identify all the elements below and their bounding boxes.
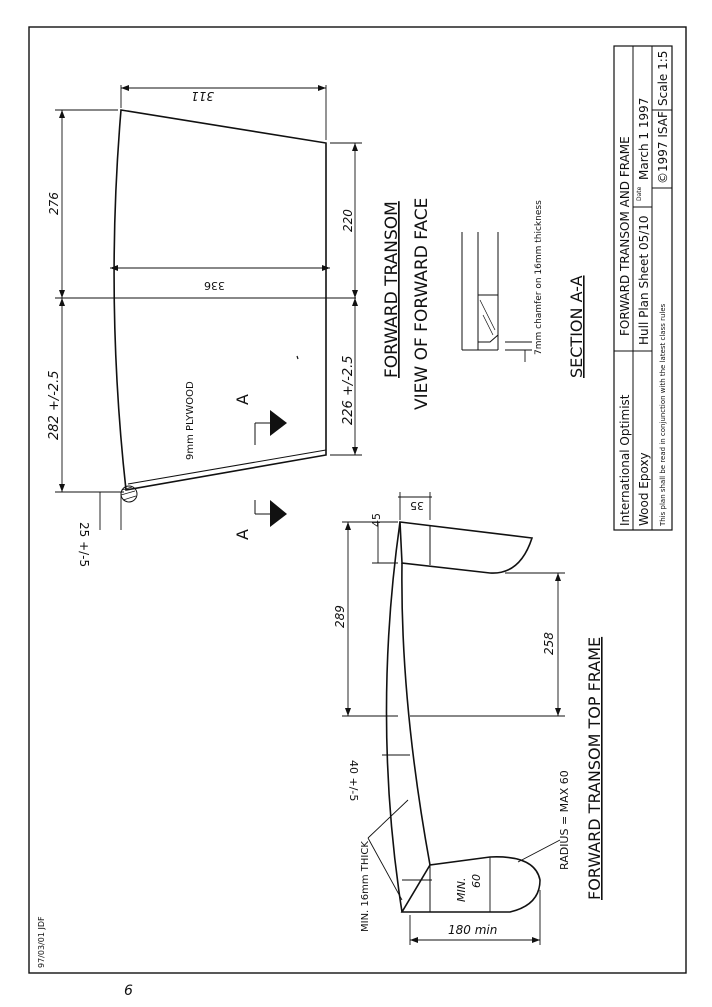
title-construction: Wood Epoxy — [637, 452, 651, 526]
transom-title: FORWARD TRANSOM — [382, 201, 402, 378]
section-aa-view — [462, 200, 586, 378]
title-footnote: This plan shall be read in conjunction with the latest class rules — [659, 303, 667, 526]
title-class-name: International Optimist — [618, 394, 632, 526]
section-marker-upper — [233, 394, 287, 445]
frame-dim-base: 180 min — [448, 923, 498, 937]
section-label-a-upper: A — [233, 394, 252, 405]
title-date-label: Date — [636, 186, 643, 201]
title-plan-title: FORWARD TRANSOM AND FRAME — [618, 136, 632, 336]
title-scale: Scale 1:5 — [656, 50, 670, 106]
title-sheet: Hull Plan Sheet 05/10 — [637, 215, 651, 345]
frame-outer-curve — [386, 522, 402, 912]
title-date: March 1 1997 — [637, 97, 651, 180]
transom-panel-outline — [114, 110, 326, 490]
title-copyright: ©1997 ISAF — [656, 111, 670, 184]
transom-view — [47, 85, 432, 567]
frame-dim-top-depth: 45 — [370, 513, 383, 527]
transom-dim-corner: 25 +/-5 — [77, 522, 91, 568]
transom-bottom-edge — [128, 450, 326, 484]
frame-dim-inner-length: 258 — [542, 632, 556, 655]
transom-subtitle: VIEW OF FORWARD FACE — [412, 197, 432, 410]
transom-dim-bottom-width: 311 — [191, 89, 214, 103]
frame-dim-top-width: 35 — [410, 499, 424, 512]
section-label-a-lower: A — [233, 529, 252, 540]
frame-view — [333, 492, 604, 945]
frame-inner-curve — [402, 563, 430, 865]
frame-min-label: MIN. — [455, 877, 468, 902]
frame-note-thick: MIN. 16mm THICK — [360, 841, 371, 932]
frame-top-block — [400, 522, 532, 573]
transom-dim-left-lower: 226 +/-2.5 — [341, 355, 356, 425]
transom-dim-top-width: 336 — [204, 279, 225, 292]
transom-dim-left-upper: 220 — [341, 209, 355, 232]
section-title: SECTION A-A — [567, 275, 586, 378]
frame-min-value: 60 — [470, 874, 483, 888]
frame-dim-center: 40 +/-5 — [347, 760, 360, 802]
title-block — [614, 46, 672, 530]
frame-dim-outer-length: 289 — [333, 605, 347, 628]
section-marker-lower — [233, 500, 287, 540]
section-note: 7mm chamfer on 16mm thickness — [534, 200, 544, 355]
transom-dim-right-lower: 282 +/-2.5 — [47, 370, 62, 440]
transom-material: 9mm PLYWOOD — [185, 381, 196, 460]
frame-note-radius: RADIUS = MAX 60 — [558, 770, 571, 870]
page-number: 6 — [124, 983, 133, 999]
drawing-id: 97/03/01 JDF — [37, 916, 46, 968]
frame-title: FORWARD TRANSOM TOP FRAME — [585, 636, 604, 900]
transom-dim-right-upper: 276 — [47, 192, 61, 215]
